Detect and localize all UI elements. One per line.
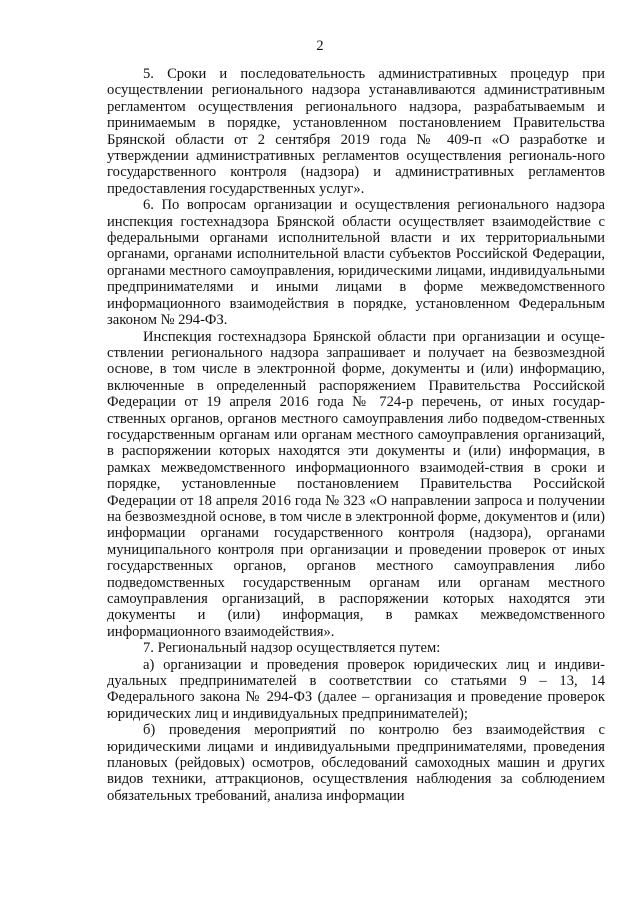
paragraph-6-interaction: 6. По вопросам организации и осуществления регионального надзора инспекция гостехнадзора Брянской области осуществляет взаимодействие с федеральными органами исполнительной власти и их территориальными органами, органами исполнительной власти субъектов Российской Федерации, органами местного самоуправления, юридическими лицами, индивидуальными предпринимателями и иными лицами в форме межведомственного информационного взаимодействия в порядке, установленном Федеральным законом № 294-ФЗ. bbox=[107, 197, 605, 329]
page-number: 2 bbox=[316, 38, 324, 54]
paragraph-7-supervision-methods: 7. Региональный надзор осуществляется путем: bbox=[143, 640, 441, 657]
paragraph-information-requests: Инспекция гостехнадзора Брянской области при организации и осуще-ствлении регионального надзора запрашивает и получает на безвозмездной основе, в том числе в электронной форме, документы и (или) информацию, включенные в определенный распоряжением Правительства Российской Федерации от 19 апреля 2016 года № 724-р перечень, от иных государ-ственных органов, органов местного самоуправления либо подведом-ственных государственным органам или органам местного самоуправления организаций, в распоряжении которых находятся эти документы и (или) информация, в рамках межведомственного информационного взаимодей-ствия в сроки и порядке, установленные постановлением Правительства Российской Федерации от 18 апреля 2016 года № 323 «О направлении запроса и получении на безвозмездной основе, в том числе в электронной форме, документов и (или) информации органами государственного контроля (надзора), органами муниципального контроля при организации и проведении проверок от иных государственных органов, органов местного самоуправления либо подведомственных государственным органам или органам местного самоуправления организаций, в распоряжении которых находятся эти документы и (или) информация, в рамках межведомственного информационного взаимодействия». bbox=[107, 328, 605, 640]
paragraph-7a-inspections: а) организации и проведения проверок юридических лиц и индиви-дуальных предпринимателей в соответствии со статьями 9 – 13, 14 Федерального закона № 294-ФЗ (далее – организация и проведение проверок юридических лиц и индивидуальных предпринимателей); bbox=[107, 656, 605, 722]
paragraph-5-procedure-terms: 5. Сроки и последовательность административных процедур при осуществлении регионального надзора устанавливаются административным регламентом осуществления регионального надзора, разрабатываемым и принимаемым в порядке, установленном постановлением Правительства Брянской области от 2 сентября 2019 года № 409-п «О разработке и утверждении административных регламентов осуществления региональ-ного государственного контроля (надзора) и административных регламентов предоставления государственных услуг». bbox=[107, 66, 605, 197]
document-body bbox=[107, 66, 605, 804]
paragraph-7b-control-measures: б) проведения мероприятий по контролю без взаимодействия с юридическими лицами и индивидуальными предпринимателями, проведения плановых (рейдовых) осмотров, обследований самоходных машин и других видов техники, аттракционов, осуществления наблюдения за соблюдением обязательных требований, анализа информации bbox=[107, 722, 605, 804]
